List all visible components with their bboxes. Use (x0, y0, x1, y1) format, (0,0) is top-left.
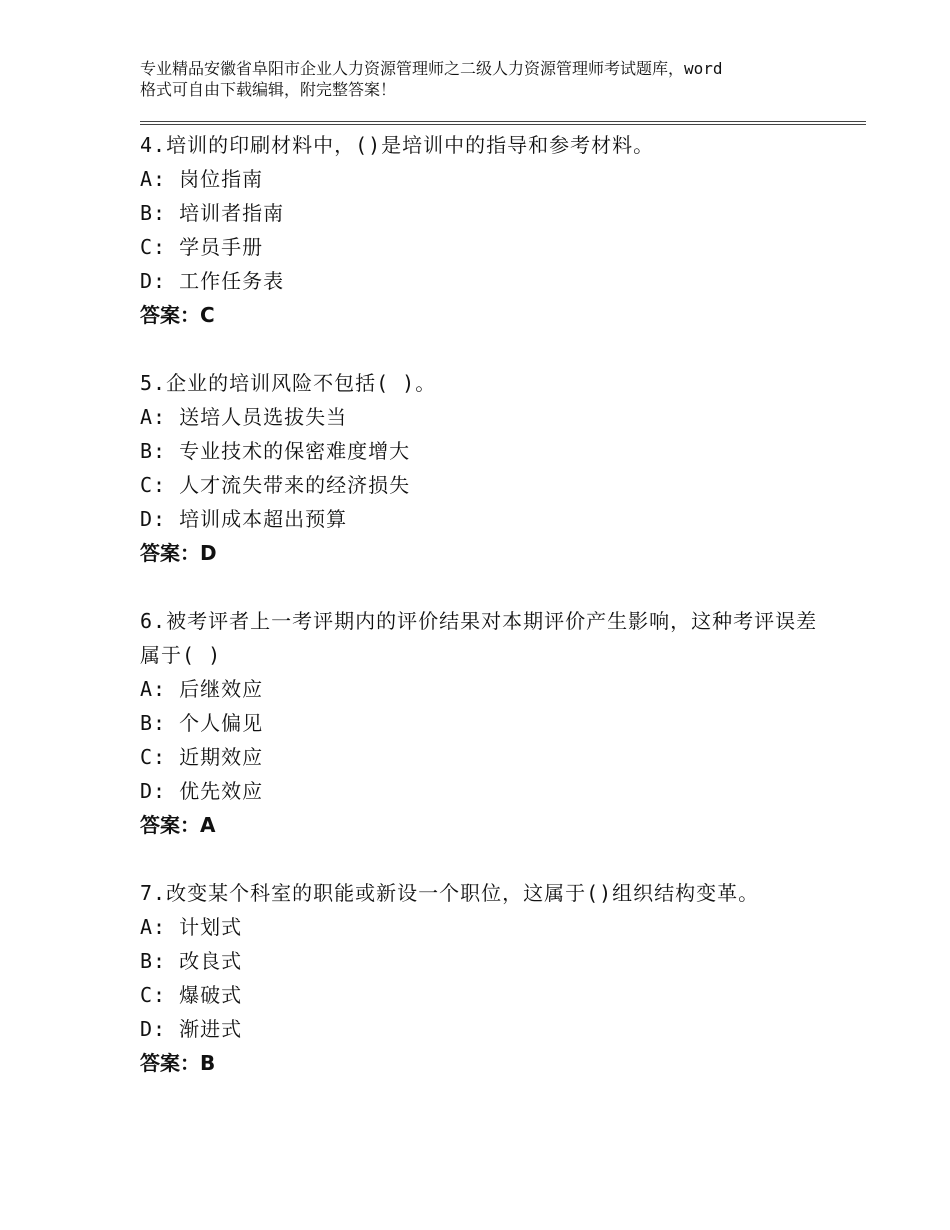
question-text: 7.改变某个科室的职能或新设一个职位，这属于()组织结构变革。 (140, 881, 760, 905)
question-list (140, 128, 820, 1080)
option-c: C: 爆破式 (140, 983, 243, 1007)
option-b: B: 个人偏见 (140, 711, 264, 735)
document-header (140, 58, 830, 100)
answer: 答案：A (140, 813, 216, 837)
option-d: D: 培训成本超出预算 (140, 507, 348, 531)
header-divider (140, 121, 866, 125)
option-d: D: 渐进式 (140, 1017, 243, 1041)
option-b: B: 专业技术的保密难度增大 (140, 439, 411, 463)
option-b: B: 改良式 (140, 949, 243, 973)
question-text: 4.培训的印刷材料中，()是培训中的指导和参考材料。 (140, 133, 655, 157)
option-d: D: 优先效应 (140, 779, 264, 803)
header-line-1: 专业精品安徽省阜阳市企业人力资源管理师之二级人力资源管理师考试题库，word (140, 59, 723, 78)
option-a: A: 岗位指南 (140, 167, 264, 191)
answer: 答案：D (140, 541, 217, 565)
question-6 (140, 604, 820, 842)
question-text: 5.企业的培训风险不包括( )。 (140, 371, 437, 395)
question-5 (140, 366, 820, 570)
spacer (140, 570, 820, 604)
answer: 答案：C (140, 303, 215, 327)
question-text: 6.被考评者上一考评期内的评价结果对本期评价产生影响，这种考评误差属于( ) (140, 609, 818, 667)
option-c: C: 人才流失带来的经济损失 (140, 473, 411, 497)
question-4 (140, 128, 820, 332)
answer: 答案：B (140, 1051, 216, 1075)
spacer (140, 332, 820, 366)
option-c: C: 学员手册 (140, 235, 264, 259)
option-b: B: 培训者指南 (140, 201, 285, 225)
option-a: A: 后继效应 (140, 677, 264, 701)
spacer (140, 842, 820, 876)
option-a: A: 计划式 (140, 915, 243, 939)
question-7 (140, 876, 820, 1080)
option-d: D: 工作任务表 (140, 269, 285, 293)
option-c: C: 近期效应 (140, 745, 264, 769)
option-a: A: 送培人员选拔失当 (140, 405, 348, 429)
header-line-2: 格式可自由下载编辑，附完整答案！ (140, 80, 397, 99)
